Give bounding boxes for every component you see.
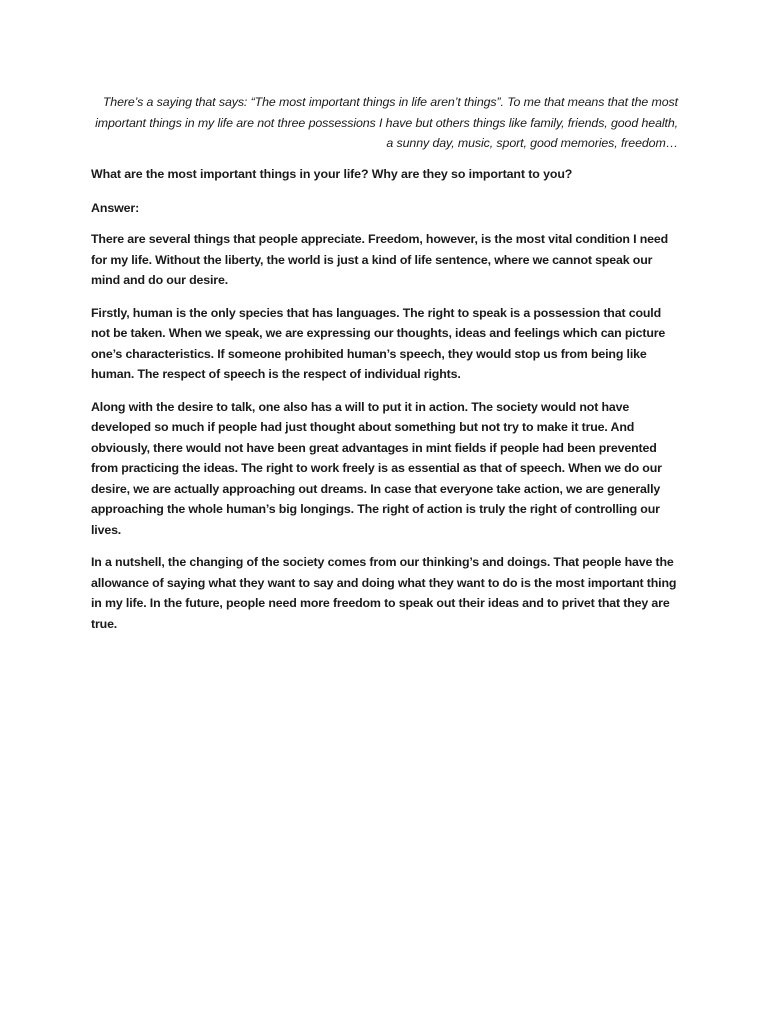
- intro-quote: There’s a saying that says: “The most important things in life aren’t things”. To me that means that the most important things in my life are not three possessions I have but others things like family, friends, good health, a sunny day, music, sport, good memories, freedom…: [95, 95, 678, 150]
- answer-label: Answer:: [91, 201, 140, 215]
- answer-paragraph-3: Along with the desire to talk, one also has a will to put it in action. The society would not have developed so much if people had just thought about something but not try to make it true. And obviously, there would not have been great advantages in mint fields if people had been prevented from practicing the ideas. The right to work freely is as essential as that of speech. When we do our desire, we are actually approaching out dreams. In case that everyone take action, we are generally approaching the whole human’s big longings. The right of action is truly the right of controlling our lives.: [91, 399, 662, 537]
- answer-body: [91, 229, 681, 646]
- answer-paragraph-2: Firstly, human is the only species that has languages. The right to speak is a possession that could not be taken. When we speak, we are expressing our thoughts, ideas and feelings which can picture one’s characteristics. If someone prohibited human’s speech, they would stop us from being like human. The respect of speech is the respect of individual rights.: [91, 305, 666, 381]
- essay-question: What are the most important things in your life? Why are they so important to you?: [91, 167, 573, 181]
- answer-paragraph-1: There are several things that people appreciate. Freedom, however, is the most vital condition I need for my life. Without the liberty, the world is just a kind of life sentence, where we cannot speak our mind and do our desire.: [91, 232, 669, 287]
- answer-paragraph-4: In a nutshell, the changing of the society comes from our thinking’s and doings. That people have the allowance of saying what they want to say and doing what they want to do is the most important thing in my life. In the future, people need more freedom to speak out their ideas and to privet that they are true.: [91, 555, 677, 631]
